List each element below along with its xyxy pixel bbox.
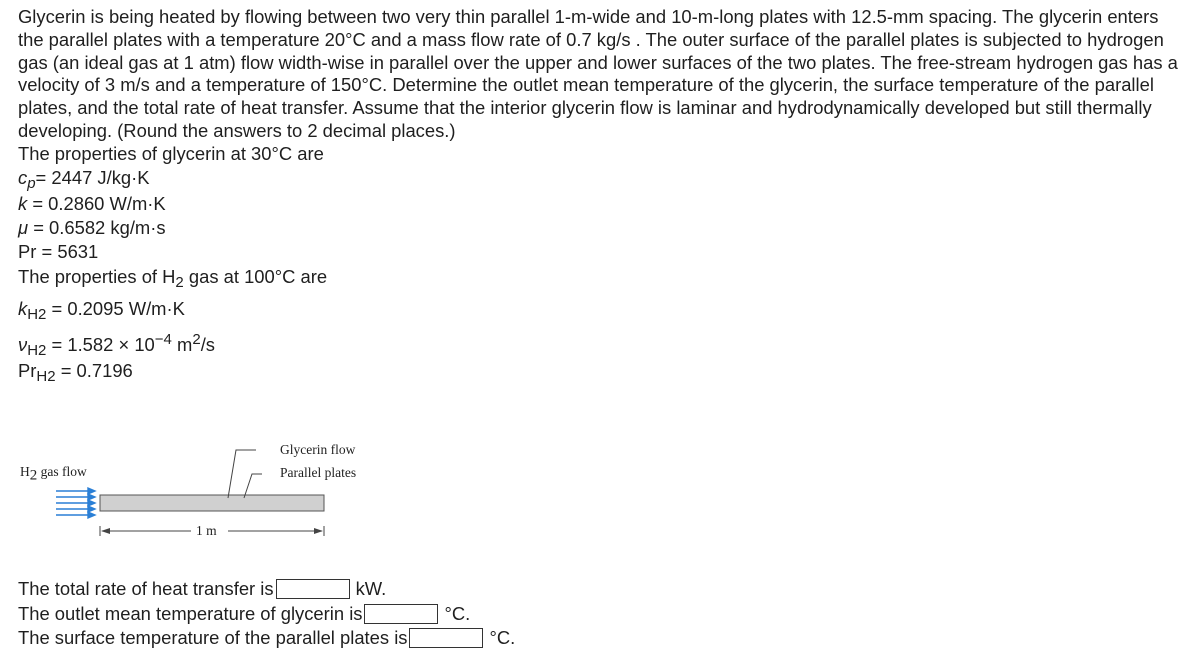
glycerin-flow-label: Glycerin flow [280,442,356,457]
hydrogen-pr [18,359,1188,385]
glycerin-properties-heading: The properties of glycerin at 30°C are [18,142,324,164]
nuh2-value-pre: = 1.582 × 10 [46,333,155,355]
surface-temp-prompt: The surface temperature of the parallel plates is [18,627,408,648]
k-symbol: k [18,192,28,214]
surface-temp-input[interactable] [409,628,483,648]
dim-arrow-left-icon [101,528,110,534]
h2-flow-label [20,464,87,484]
problem-container [18,6,1188,385]
prh2-value: = 0.7196 [55,359,133,381]
hydrogen-k [18,297,1188,323]
h2-flow-arrows-icon [56,488,95,518]
kh2-symbol: k [18,297,28,319]
answer-row-outlet-temp [18,602,515,627]
cp-symbol: c [18,166,28,188]
prh2-symbol: Pr [18,359,37,381]
cp-subscript: p [27,174,36,192]
glycerin-cp [18,166,1188,192]
dimension-label: 1 m [196,523,217,538]
nuh2-subscript: H2 [27,341,47,359]
h2-heading-pre: The properties of H [18,265,176,287]
plates-leader-line [244,474,262,498]
hydrogen-nu [18,330,1188,359]
answer-row-heat-transfer [18,577,515,602]
h2-label-post: gas flow [37,464,87,479]
nuh2-unit-m: m [171,333,193,355]
heat-transfer-prompt: The total rate of heat transfer is [18,578,274,599]
parallel-plates-label: Parallel plates [280,465,357,480]
nuh2-unit-exp: 2 [192,330,201,348]
cp-value: = 2447 J/kg·K [35,166,150,188]
nuh2-symbol: ν [18,333,28,355]
heat-transfer-unit: kW. [355,578,387,599]
heat-transfer-input[interactable] [276,579,350,599]
answer-section [18,577,515,651]
mu-symbol: μ [18,216,29,238]
nuh2-exponent: −4 [154,330,172,348]
kh2-subscript: H2 [27,305,47,323]
glycerin-mu [18,216,1188,240]
answer-row-surface-temp [18,626,515,651]
surface-temp-unit: °C. [489,627,516,648]
prh2-subscript: H2 [36,367,56,385]
problem-statement: Glycerin is being heated by flowing between two very thin parallel 1-m-wide and 10-m-long plates with 12.5-mm spacing. The glycerin enters the parallel plates with a temperature 20°C and a mass flow rate of 0.7 kg/s . The outer surface of the parallel plates is subjected to hydrogen gas (an ideal gas at 1 atm) flow width-wise in parallel over the upper and lower surfaces of the two plates. The free-stream hydrogen gas has a velocity of 3 m/s and a temperature of 150°C. Determine the outlet mean temperature of the glycerin, the surface temperature of the parallel plates, and the total rate of heat transfer. Assume that the interior glycerin flow is laminar and hydrodynamically developed but still thermally developing. (Round the answers to 2 decimal places.) [18,6,1178,141]
h2-label-sub: 2 [29,467,38,484]
k-value: = 0.2860 W/m·K [27,192,166,214]
h2-heading-sub: 2 [175,273,184,291]
plate-shape [100,495,324,511]
dim-arrow-right-icon [314,528,323,534]
hydrogen-properties-heading [18,265,1188,291]
nuh2-unit-s: /s [200,333,215,355]
glycerin-pr: Pr = 5631 [18,240,99,262]
mu-value: = 0.6582 kg/m·s [28,216,166,238]
parallel-plates-figure [16,436,396,556]
glycerin-k [18,192,1188,216]
h2-heading-post: gas at 100°C are [183,265,328,287]
kh2-value: = 0.2095 W/m·K [46,297,185,319]
h2-label-pre: H [20,464,30,479]
outlet-temp-prompt: The outlet mean temperature of glycerin is [18,602,363,624]
outlet-temp-unit: °C. [444,602,471,624]
outlet-temp-input[interactable] [364,604,438,624]
